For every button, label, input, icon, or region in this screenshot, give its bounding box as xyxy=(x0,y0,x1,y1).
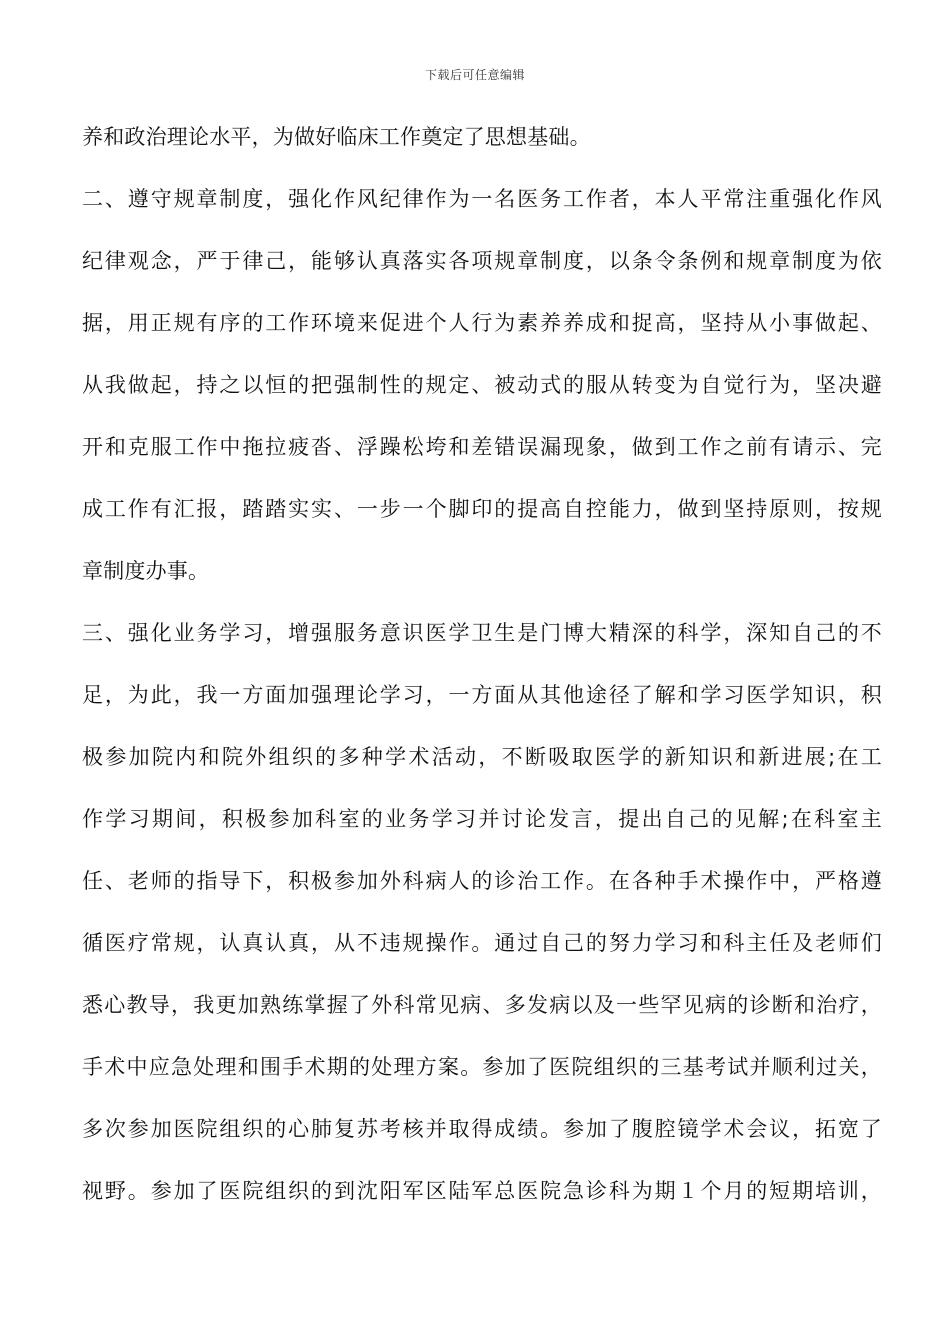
text-line: 作学习期间，积极参加科室的业务学习并讨论发言，提出自己的见解;在科室主 xyxy=(82,807,882,831)
text-line: 纪律观念，严于律己，能够认真落实各项规章制度，以条令条例和规章制度为依 xyxy=(82,249,882,273)
text-line: 章制度办事。 xyxy=(82,559,210,583)
text-line: 悉心教导，我更加熟练掌握了外科常见病、多发病以及一些罕见病的诊断和治疗， xyxy=(82,993,882,1017)
text-line: 从我做起，持之以恒的把强制性的规定、被动式的服从转变为自觉行为，坚决避 xyxy=(82,373,882,397)
text-line: 养和政治理论水平，为做好临床工作奠定了思想基础。 xyxy=(82,125,591,149)
text-line: 足，为此，我一方面加强理论学习，一方面从其他途径了解和学习医学知识，积 xyxy=(82,683,882,707)
text-line: 三、强化业务学习，增强服务意识医学卫生是门博大精深的科学，深知自己的不 xyxy=(82,621,882,645)
text-line: 多次参加医院组织的心肺复苏考核并取得成绩。参加了腹腔镜学术会议，拓宽了 xyxy=(82,1117,882,1141)
text-line: 成工作有汇报，踏踏实实、一步一个脚印的提高自控能力，做到坚持原则，按规 xyxy=(82,497,882,521)
text-line: 视野。参加了医院组织的到沈阳军区陆军总医院急诊科为期１个月的短期培训， xyxy=(82,1179,882,1203)
body-text xyxy=(82,114,882,1230)
text-line: 手术中应急处理和围手术期的处理方案。参加了医院组织的三基考试并顺利过关， xyxy=(82,1055,882,1079)
text-line: 开和克服工作中拖拉疲沓、浮躁松垮和差错误漏现象，做到工作之前有请示、完 xyxy=(82,435,882,459)
text-line: 循医疗常规，认真认真，从不违规操作。通过自己的努力学习和科主任及老师们 xyxy=(82,931,882,955)
text-line: 极参加院内和院外组织的多种学术活动，不断吸取医学的新知识和新进展;在工 xyxy=(82,745,882,769)
text-line: 任、老师的指导下，积极参加外科病人的诊治工作。在各种手术操作中，严格遵 xyxy=(82,869,882,893)
text-line: 据，用正规有序的工作环境来促进个人行为素养养成和捉高，坚持从小事做起、 xyxy=(82,311,882,335)
header-note: 下载后可任意编辑 xyxy=(424,68,525,82)
text-line: 二、遵守规章制度，强化作风纪律作为一名医务工作者，本人平常注重强化作风 xyxy=(82,187,882,211)
